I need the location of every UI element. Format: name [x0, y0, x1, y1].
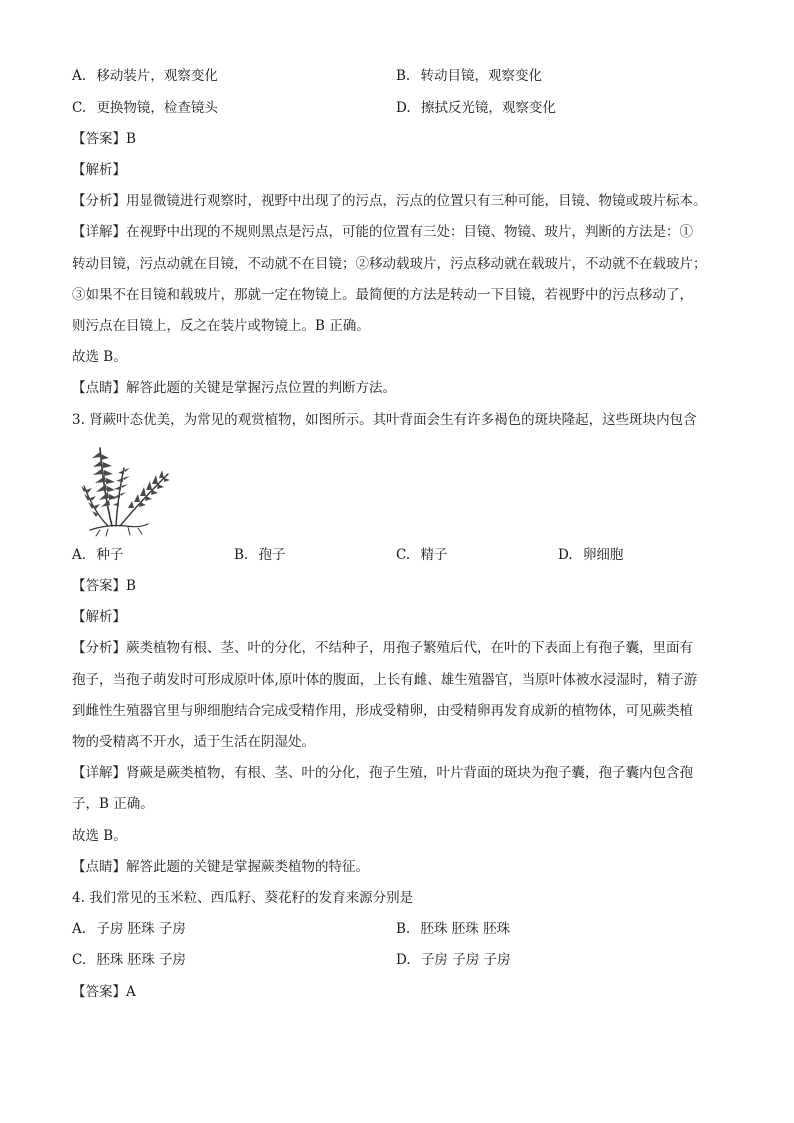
option-letter: C.	[72, 952, 87, 968]
q2-xiangjie-line: 【详解】在视野中出现的不规则黑点是污点，可能的位置有三处：目镜、物镜、玻片，判断的方法是：①	[72, 224, 693, 240]
q2-option-a	[72, 66, 218, 86]
option-letter: D.	[558, 547, 573, 563]
q3-xiangjie-line: 子，B 正确。	[72, 796, 154, 812]
q4-stem: 4. 我们常见的玉米粒、西瓜籽、葵花籽的发育来源分别是	[72, 890, 414, 906]
option-text: 子房 子房 子房	[420, 952, 511, 968]
option-text: 更换物镜，检查镜头	[96, 100, 218, 116]
q3-xiangjie-line: 【详解】肾蕨是蕨类植物，有根、茎、叶的分化，孢子生殖，叶片背面的斑块为孢子囊，孢子囊内包含孢	[72, 765, 693, 781]
q4-option-d	[396, 950, 511, 970]
q3-option-b	[234, 545, 286, 565]
q3-choice: 故选 B。	[72, 828, 127, 844]
q2-dianjing: 【点睛】解答此题的关键是掌握污点位置的判断方法。	[72, 380, 396, 396]
q2-fenxi: 【分析】用显微镜进行观察时，视野中出现了的污点，污点的位置只有三种可能，目镜、物镜或玻片标本。	[72, 193, 707, 209]
q4-option-c	[72, 950, 186, 970]
option-text: 擦拭反光镜，观察变化	[420, 100, 556, 116]
option-text: 胚珠 胚珠 子房	[96, 952, 187, 968]
q4-option-b	[396, 919, 510, 939]
q4-option-a	[72, 919, 186, 939]
q2-analysis-heading: 【解析】	[72, 162, 126, 178]
option-text: 种子	[96, 547, 124, 563]
q3-fenxi-line: 孢子，当孢子萌发时可形成原叶体,原叶体的腹面，上长有雌、雄生殖器官，当原叶体被水浸湿时，精子游	[72, 672, 698, 688]
q3-stem: 3. 肾蕨叶态优美，为常见的观赏植物，如图所示。其叶背面会生有许多褐色的斑块隆起，这些斑块内包含	[72, 412, 697, 428]
option-text: 卵细胞	[582, 547, 624, 563]
q3-fenxi-line: 【分析】蕨类植物有根、茎、叶的分化，不结种子，用孢子繁殖后代，在叶的下表面上有孢子囊，里面有	[72, 640, 693, 656]
q3-option-c	[396, 545, 447, 565]
fern-illustration	[78, 434, 174, 538]
option-text: 孢子	[258, 547, 286, 563]
option-letter: B.	[396, 68, 411, 84]
q2-xiangjie-line: 则污点在目镜上，反之在装片或物镜上。B 正确。	[72, 318, 370, 334]
q2-option-d	[396, 98, 556, 118]
q3-fenxi-line: 到雌性生殖器官里与卵细胞结合完成受精作用，形成受精卵，由受精卵再发育成新的植物体，可见蕨类植	[72, 703, 693, 719]
q2-answer: 【答案】B	[72, 131, 136, 147]
q2-xiangjie-line: ③如果不在目镜和载玻片，那就一定在物镜上。最简便的方法是转动一下目镜，若视野中的污点移动了，	[72, 287, 693, 303]
option-text: 移动装片，观察变化	[96, 68, 218, 84]
q4-answer: 【答案】A	[72, 984, 136, 1000]
q2-xiangjie-line: 转动目镜，污点动就在目镜，不动就不在目镜；②移动载玻片，污点移动就在载玻片，不动就不在载玻片；	[72, 256, 707, 272]
option-letter: A.	[72, 547, 87, 563]
option-letter: A.	[72, 68, 87, 84]
q3-option-d	[558, 545, 623, 565]
q3-fenxi-line: 物的受精离不开水，适于生活在阴湿处。	[72, 734, 315, 750]
option-letter: C.	[396, 547, 411, 563]
option-letter: C.	[72, 100, 87, 116]
option-letter: B.	[396, 921, 411, 937]
q3-answer: 【答案】B	[72, 578, 136, 594]
q3-option-a	[72, 545, 123, 565]
q2-choice: 故选 B。	[72, 349, 127, 365]
option-text: 胚珠 胚珠 胚珠	[420, 921, 511, 937]
option-letter: A.	[72, 921, 87, 937]
option-text: 精子	[420, 547, 448, 563]
option-letter: D.	[396, 100, 411, 116]
q3-analysis-heading: 【解析】	[72, 609, 126, 625]
q2-option-c	[72, 98, 218, 118]
option-letter: B.	[234, 547, 249, 563]
option-letter: D.	[396, 952, 411, 968]
q3-dianjing: 【点睛】解答此题的关键是掌握蕨类植物的特征。	[72, 859, 369, 875]
option-text: 转动目镜，观察变化	[420, 68, 543, 84]
q2-option-b	[396, 66, 542, 86]
option-text: 子房 胚珠 子房	[96, 921, 186, 937]
